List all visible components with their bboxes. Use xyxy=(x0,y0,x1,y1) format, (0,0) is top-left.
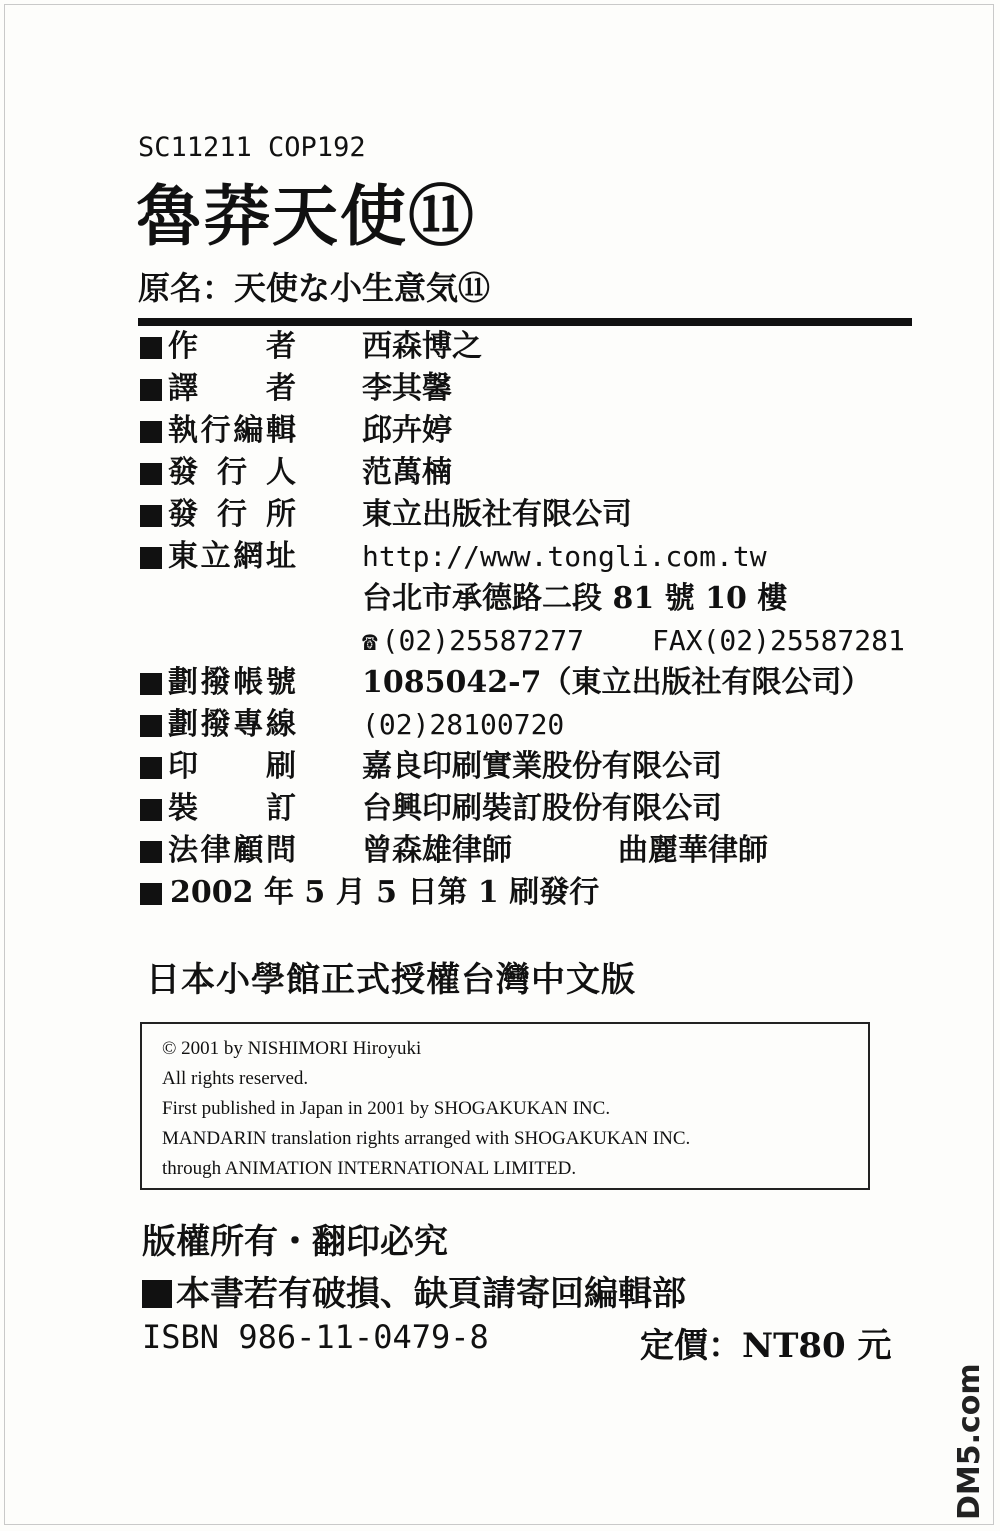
address-row xyxy=(138,578,918,620)
bullet-square-icon xyxy=(140,337,162,359)
credit-value: 李其馨 xyxy=(362,371,452,406)
credit-row-author xyxy=(138,326,918,368)
bullet-square-icon xyxy=(140,883,162,905)
credit-row-website xyxy=(138,536,918,578)
credit-label: 劃撥專線 xyxy=(168,707,296,742)
credit-value-secondary: 曲麗華律師 xyxy=(618,833,768,868)
credit-value: 范萬楠 xyxy=(362,455,452,490)
license-statement: 日本小學館正式授權台灣中文版 xyxy=(146,960,636,1000)
print-date: 2002 年 5 月 5 日第 1 刷發行 xyxy=(170,875,600,910)
address-text: 台北市承德路二段 81 號 10 樓 xyxy=(362,581,788,616)
credit-row-printing xyxy=(138,746,918,788)
bullet-square-icon xyxy=(142,1280,172,1308)
credit-row-translator xyxy=(138,368,918,410)
credit-label: 執行編輯 xyxy=(168,413,296,448)
book-title: 魯莽天使⑪ xyxy=(136,177,476,255)
credit-value: 1085042-7（東立出版社有限公司） xyxy=(362,665,872,700)
credit-label: 作者 xyxy=(168,329,296,364)
bullet-square-icon xyxy=(140,715,162,737)
print-date-row xyxy=(138,872,918,914)
contact-row xyxy=(138,620,918,662)
damage-notice: 本書若有破損、缺頁請寄回編輯部 xyxy=(176,1274,686,1314)
credit-label: 發行人 xyxy=(168,455,296,490)
phone-number: ☎ (02)25587277 xyxy=(362,620,584,663)
copyright-line: First published in Japan in 2001 by SHOGAKUKAN INC. xyxy=(162,1098,611,1119)
rights-notice: 版權所有・翻印必究 xyxy=(142,1222,448,1262)
telephone-icon: ☎ xyxy=(362,627,378,657)
credit-label: 印刷 xyxy=(168,749,296,784)
credit-value: 台興印刷裝訂股份有限公司 xyxy=(362,791,722,826)
catalog-codes: SC11211 COP192 xyxy=(138,132,366,163)
bullet-square-icon xyxy=(140,841,162,863)
original-title: 原名：天使な小生意気⑪ xyxy=(138,269,491,307)
bullet-square-icon xyxy=(140,757,162,779)
credits-block xyxy=(138,326,918,914)
credit-row-editor xyxy=(138,410,918,452)
credit-label: 裝訂 xyxy=(168,791,296,826)
bullet-square-icon xyxy=(140,547,162,569)
fax-number: FAX(02)25587281 xyxy=(652,624,905,657)
credit-row-binding xyxy=(138,788,918,830)
watermark-logo: DM5.com xyxy=(952,1363,987,1520)
credit-row-hotline xyxy=(138,704,918,746)
bullet-square-icon xyxy=(140,799,162,821)
copyright-box xyxy=(140,1022,870,1190)
copyright-line: © 2001 by NISHIMORI Hiroyuki xyxy=(162,1038,422,1059)
price: 定價：NT80 元 xyxy=(640,1326,892,1366)
bullet-square-icon xyxy=(140,379,162,401)
credit-value: 邱卉婷 xyxy=(362,413,452,448)
credit-row-account xyxy=(138,662,918,704)
credit-value: 東立出版社有限公司 xyxy=(362,497,632,532)
credit-row-legal xyxy=(138,830,918,872)
title-rule xyxy=(138,318,912,326)
credit-value: 曾森雄律師 xyxy=(362,833,512,868)
credit-value: 嘉良印刷實業股份有限公司 xyxy=(362,749,722,784)
credit-value: (02)28100720 xyxy=(362,708,565,741)
credit-row-publishing-house xyxy=(138,494,918,536)
bullet-square-icon xyxy=(140,505,162,527)
credit-label: 發行所 xyxy=(168,497,296,532)
website-url: http://www.tongli.com.tw xyxy=(362,540,767,573)
damage-notice-row xyxy=(142,1266,686,1315)
bullet-square-icon xyxy=(140,673,162,695)
credit-label: 譯者 xyxy=(168,371,296,406)
credit-label: 法律顧問 xyxy=(168,833,296,868)
copyright-line: All rights reserved. xyxy=(162,1068,309,1089)
copyright-line: MANDARIN translation rights arranged with SHOGAKUKAN INC. xyxy=(162,1128,691,1149)
credit-value: 西森博之 xyxy=(362,329,482,364)
copyright-line: through ANIMATION INTERNATIONAL LIMITED. xyxy=(162,1158,577,1179)
credit-row-publisher xyxy=(138,452,918,494)
isbn: ISBN 986-11-0479-8 xyxy=(142,1318,489,1356)
bullet-square-icon xyxy=(140,463,162,485)
credit-label: 東立網址 xyxy=(168,539,296,574)
bullet-square-icon xyxy=(140,421,162,443)
credit-label: 劃撥帳號 xyxy=(168,665,296,700)
